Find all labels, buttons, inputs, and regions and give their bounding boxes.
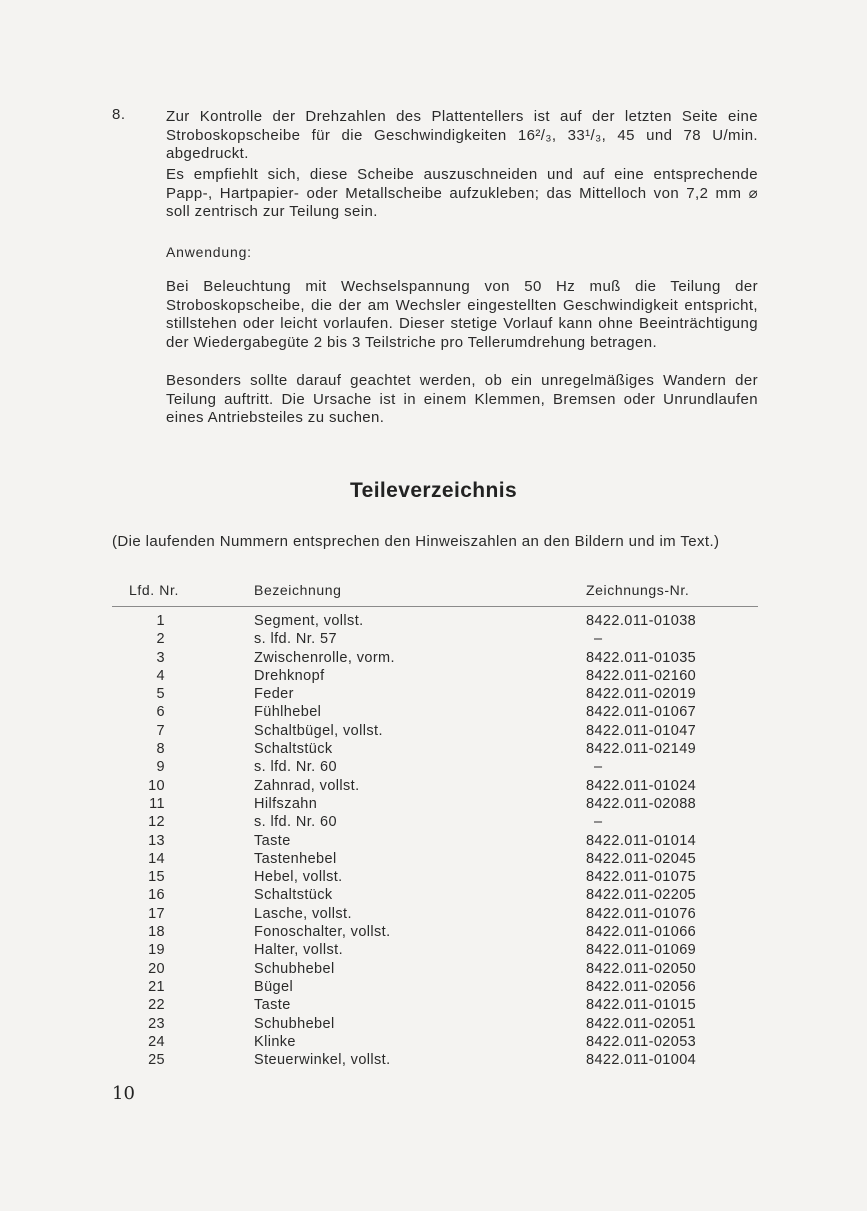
table-row	[0, 704, 867, 722]
part-name: s. lfd. Nr. 60	[254, 759, 337, 776]
part-number: 4	[156, 667, 165, 684]
part-number: 13	[148, 832, 165, 849]
part-number: 8	[156, 741, 165, 758]
table-row	[0, 613, 867, 631]
drawing-number: 8422.011-01015	[586, 997, 697, 1014]
part-number: 19	[148, 942, 165, 959]
table-row	[0, 723, 867, 741]
part-number: 10	[148, 777, 165, 794]
drawing-number: 8422.011-02053	[586, 1033, 697, 1050]
drawing-number: –	[594, 814, 603, 831]
part-number: 25	[148, 1052, 165, 1069]
table-row	[0, 814, 867, 832]
table-row	[0, 1016, 867, 1034]
part-name: Schaltstück	[254, 741, 333, 758]
table-row	[0, 778, 867, 796]
column-header-drawing: Zeichnungs-Nr.	[586, 582, 690, 598]
part-number: 12	[148, 814, 165, 831]
part-name: Lasche, vollst.	[254, 905, 352, 922]
drawing-number: 8422.011-02149	[586, 741, 697, 758]
part-name: Hebel, vollst.	[254, 869, 343, 886]
part-number: 15	[148, 869, 165, 886]
part-name: Steuerwinkel, vollst.	[254, 1052, 391, 1069]
part-number: 18	[148, 924, 165, 941]
part-name: Zwischenrolle, vorm.	[254, 649, 395, 666]
part-name: Schaltbügel, vollst.	[254, 722, 383, 739]
drawing-number: 8422.011-01075	[586, 869, 697, 886]
usage-heading: Anwendung:	[166, 244, 252, 260]
section-number: 8.	[112, 106, 126, 123]
table-row	[0, 650, 867, 668]
part-name: Bügel	[254, 978, 294, 995]
parts-table	[0, 613, 867, 1070]
table-row	[0, 668, 867, 686]
part-name: Taste	[254, 832, 291, 849]
drawing-number: 8422.011-02088	[586, 795, 697, 812]
drawing-number: 8422.011-02045	[586, 850, 697, 867]
part-name: Taste	[254, 997, 291, 1014]
page-number: 10	[112, 1083, 135, 1104]
column-header-name: Bezeichnung	[254, 582, 342, 598]
part-name: Segment, vollst.	[254, 613, 364, 629]
part-name: Klinke	[254, 1033, 296, 1050]
table-row	[0, 833, 867, 851]
part-name: Hilfszahn	[254, 795, 318, 812]
part-number: 11	[149, 795, 165, 812]
part-number: 22	[148, 997, 165, 1014]
drawing-number: 8422.011-02056	[586, 978, 697, 995]
part-number: 24	[148, 1033, 165, 1050]
part-number: 9	[156, 759, 165, 776]
table-row	[0, 741, 867, 759]
table-row	[0, 686, 867, 704]
paragraph-usage: Bei Beleuchtung mit Wechselspannung von 50 Hz muß die Teilung der Stroboskopscheibe, die der am Wechsler eingestellten Geschwindigkeit entspricht, stillstehen oder leicht vorlaufen. Dieser stetige Vorlauf kann ohne Beeinträchtigung der Wiedergabegüte 2 bis 3 Teilstriche pro Tellerumdrehung betragen.	[166, 278, 758, 351]
drawing-number: 8422.011-01076	[586, 905, 697, 922]
drawing-number: 8422.011-01014	[586, 832, 697, 849]
part-name: Tastenhebel	[254, 850, 337, 867]
part-name: Schubhebel	[254, 1015, 335, 1032]
drawing-number: 8422.011-02160	[586, 667, 697, 684]
table-row	[0, 796, 867, 814]
table-row	[0, 887, 867, 905]
part-number: 5	[156, 686, 165, 703]
part-name: Fühlhebel	[254, 704, 322, 721]
table-row	[0, 631, 867, 649]
part-name: Zahnrad, vollst.	[254, 777, 360, 794]
paragraph-cause: Besonders sollte darauf geachtet werden, ob ein unregelmäßiges Wandern der Teilung auftritt. Die Ursache ist in einem Klemmen, Bremsen oder Unrundlaufen eines Antriebsteiles zu suchen.	[166, 372, 758, 426]
part-name: Feder	[254, 686, 294, 703]
part-name: Schaltstück	[254, 887, 333, 904]
drawing-number: 8422.011-01066	[586, 924, 697, 941]
part-number: 20	[148, 960, 165, 977]
drawing-number: 8422.011-01024	[586, 777, 697, 794]
table-row	[0, 1034, 867, 1052]
parts-list-intro: (Die laufenden Nummern entsprechen den Hinweiszahlen an den Bildern und im Text.)	[112, 533, 720, 550]
table-row	[0, 851, 867, 869]
table-row	[0, 979, 867, 997]
paragraph-stroboscope-intro: Zur Kontrolle der Drehzahlen des Plattentellers ist auf der letzten Seite eine Stroboskopscheibe für die Geschwindigkeiten 16²/₃, 33¹/₃, 45 und 78 U/min. abgedruckt.	[166, 108, 758, 162]
drawing-number: –	[594, 759, 603, 776]
table-row	[0, 759, 867, 777]
part-name: Schubhebel	[254, 960, 335, 977]
drawing-number: 8422.011-02205	[586, 887, 697, 904]
table-row	[0, 869, 867, 887]
drawing-number: 8422.011-01069	[586, 942, 697, 959]
table-row	[0, 961, 867, 979]
part-number: 21	[148, 978, 165, 995]
drawing-number: 8422.011-01035	[586, 649, 697, 666]
drawing-number: 8422.011-02051	[586, 1015, 697, 1032]
part-number: 14	[148, 850, 165, 867]
part-number: 7	[156, 722, 165, 739]
table-row	[0, 942, 867, 960]
part-number: 23	[148, 1015, 165, 1032]
drawing-number: –	[594, 631, 603, 648]
drawing-number: 8422.011-01004	[586, 1052, 697, 1069]
column-header-number: Lfd. Nr.	[129, 582, 179, 598]
table-row	[0, 997, 867, 1015]
part-name: Drehknopf	[254, 667, 325, 684]
part-name: s. lfd. Nr. 57	[254, 631, 337, 648]
header-divider	[112, 606, 758, 607]
part-number: 16	[148, 887, 165, 904]
drawing-number: 8422.011-02019	[586, 686, 697, 703]
drawing-number: 8422.011-01047	[586, 722, 697, 739]
part-name: Fonoschalter, vollst.	[254, 924, 391, 941]
part-number: 2	[156, 631, 165, 648]
part-number: 3	[156, 649, 165, 666]
part-number: 1	[156, 613, 165, 629]
part-number: 6	[156, 704, 165, 721]
table-row	[0, 1052, 867, 1070]
table-row	[0, 924, 867, 942]
drawing-number: 8422.011-02050	[586, 960, 697, 977]
paragraph-stroboscope-mounting: Es empfiehlt sich, diese Scheibe auszuschneiden und auf eine entsprechende Papp-, Hartpapier- oder Metallscheibe aufzukleben; das Mittelloch von 7,2 mm ⌀ soll zentrisch zur Teilung sein.	[166, 166, 758, 220]
part-name: s. lfd. Nr. 60	[254, 814, 337, 831]
part-name: Halter, vollst.	[254, 942, 343, 959]
drawing-number: 8422.011-01038	[586, 613, 697, 629]
part-number: 17	[148, 905, 165, 922]
drawing-number: 8422.011-01067	[586, 704, 697, 721]
table-row	[0, 906, 867, 924]
parts-list-title: Teileverzeichnis	[349, 479, 518, 502]
